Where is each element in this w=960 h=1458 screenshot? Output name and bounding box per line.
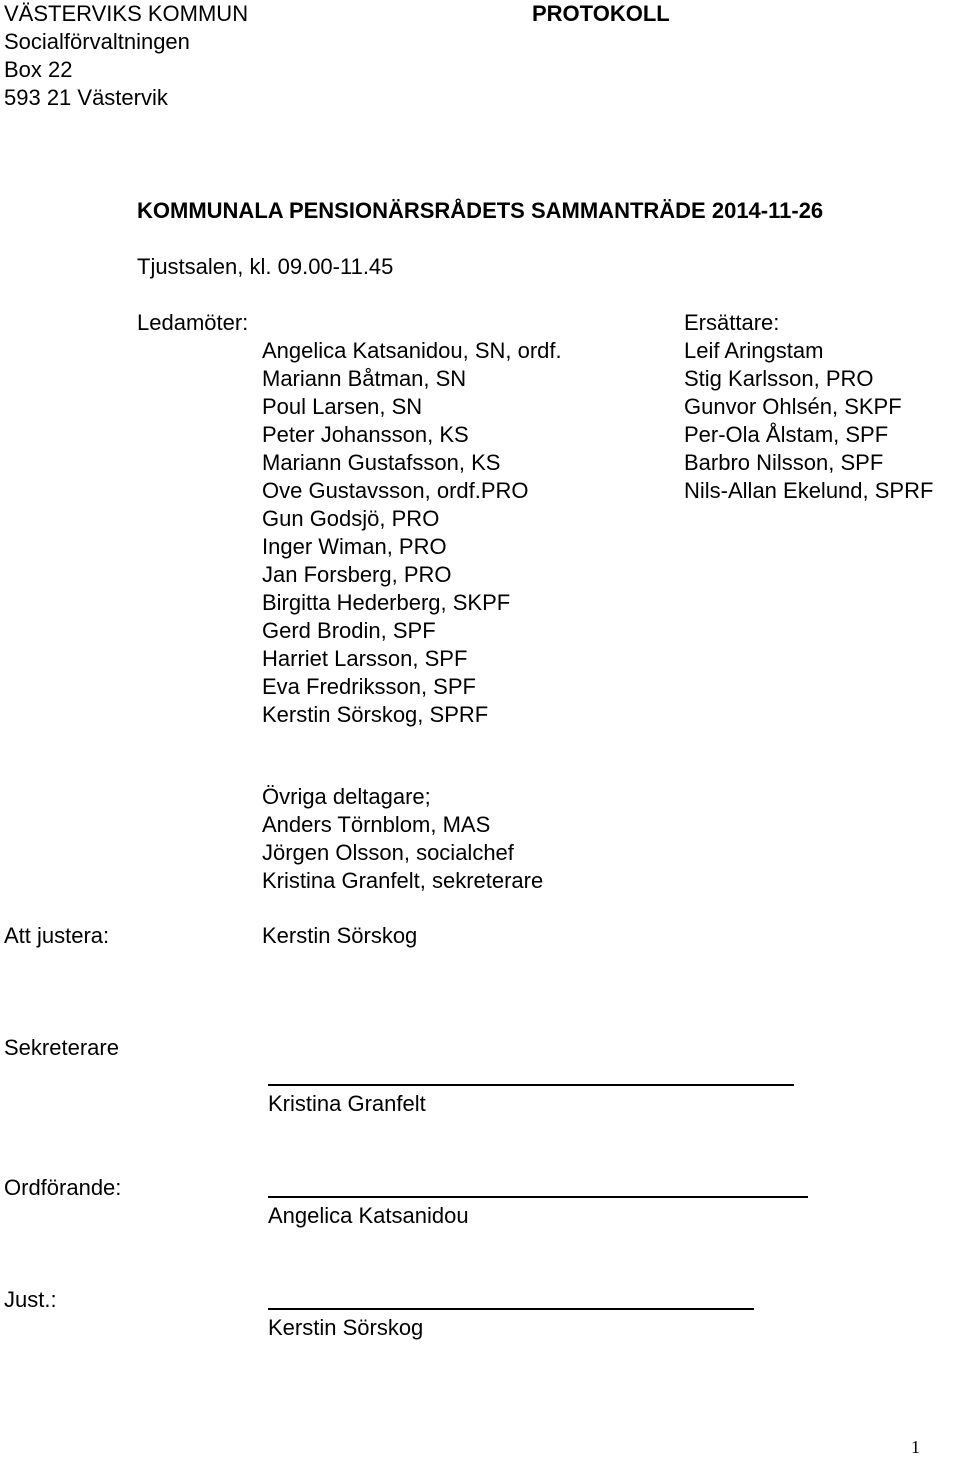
- member-name: Birgitta Hederberg, SKPF: [262, 590, 511, 615]
- other-participants-list: [262, 783, 543, 895]
- page-number: 1: [911, 1437, 920, 1457]
- member-name: Peter Johansson, KS: [262, 422, 469, 447]
- substitute-name: Stig Karlsson, PRO: [684, 366, 874, 391]
- member-name: Gun Godsjö, PRO: [262, 506, 440, 531]
- participant-name: Jörgen Olsson, socialchef: [262, 840, 514, 865]
- justifier-signature-line: [268, 1308, 754, 1310]
- member-name: Harriet Larsson, SPF: [262, 646, 468, 671]
- adjuster-name: Kerstin Sörskog: [262, 923, 418, 948]
- substitute-name: Barbro Nilsson, SPF: [684, 450, 884, 475]
- member-name: Poul Larsen, SN: [262, 394, 423, 419]
- participant-name: Kristina Granfelt, sekreterare: [262, 868, 544, 893]
- organization-address: [4, 0, 248, 112]
- other-participants-label: Övriga deltagare;: [262, 784, 431, 809]
- member-name: Mariann Gustafsson, KS: [262, 450, 501, 475]
- substitute-name: Per-Ola Ålstam, SPF: [684, 422, 889, 447]
- members-list: [262, 337, 562, 729]
- org-postal: 593 21 Västervik: [4, 85, 168, 110]
- chairman-signature-line: [268, 1196, 808, 1198]
- chairman-name: Angelica Katsanidou: [268, 1203, 469, 1228]
- secretary-name: Kristina Granfelt: [268, 1091, 426, 1116]
- justifier-name: Kerstin Sörskog: [268, 1315, 424, 1340]
- member-name: Inger Wiman, PRO: [262, 534, 447, 559]
- org-department: Socialförvaltningen: [4, 29, 190, 54]
- member-name: Eva Fredriksson, SPF: [262, 674, 476, 699]
- substitutes-list: [684, 309, 933, 505]
- org-name: VÄSTERVIKS KOMMUN: [4, 1, 249, 26]
- member-name: Jan Forsberg, PRO: [262, 562, 452, 587]
- secretary-signature-line: [268, 1084, 794, 1086]
- members-label: Ledamöter:: [137, 310, 249, 335]
- document-type: PROTOKOLL: [532, 1, 670, 26]
- secretary-label: Sekreterare: [4, 1035, 119, 1060]
- substitute-name: Leif Aringstam: [684, 338, 824, 363]
- member-name: Ove Gustavsson, ordf.PRO: [262, 478, 529, 503]
- adjuster-label: Att justera:: [4, 923, 110, 948]
- substitute-name: Nils-Allan Ekelund, SPRF: [684, 478, 934, 503]
- member-name: Kerstin Sörskog, SPRF: [262, 702, 489, 727]
- member-name: Gerd Brodin, SPF: [262, 618, 436, 643]
- chairman-label: Ordförande:: [4, 1175, 122, 1200]
- substitute-name: Gunvor Ohlsén, SKPF: [684, 394, 902, 419]
- substitutes-label: Ersättare:: [684, 310, 780, 335]
- participant-name: Anders Törnblom, MAS: [262, 812, 491, 837]
- meeting-title: KOMMUNALA PENSIONÄRSRÅDETS SAMMANTRÄDE 2014-11-26: [137, 198, 824, 223]
- member-name: Mariann Båtman, SN: [262, 366, 467, 391]
- member-name: Angelica Katsanidou, SN, ordf.: [262, 338, 562, 363]
- justifier-label: Just.:: [4, 1287, 57, 1312]
- meeting-location-time: Tjustsalen, kl. 09.00-11.45: [137, 254, 394, 279]
- org-box: Box 22: [4, 57, 73, 82]
